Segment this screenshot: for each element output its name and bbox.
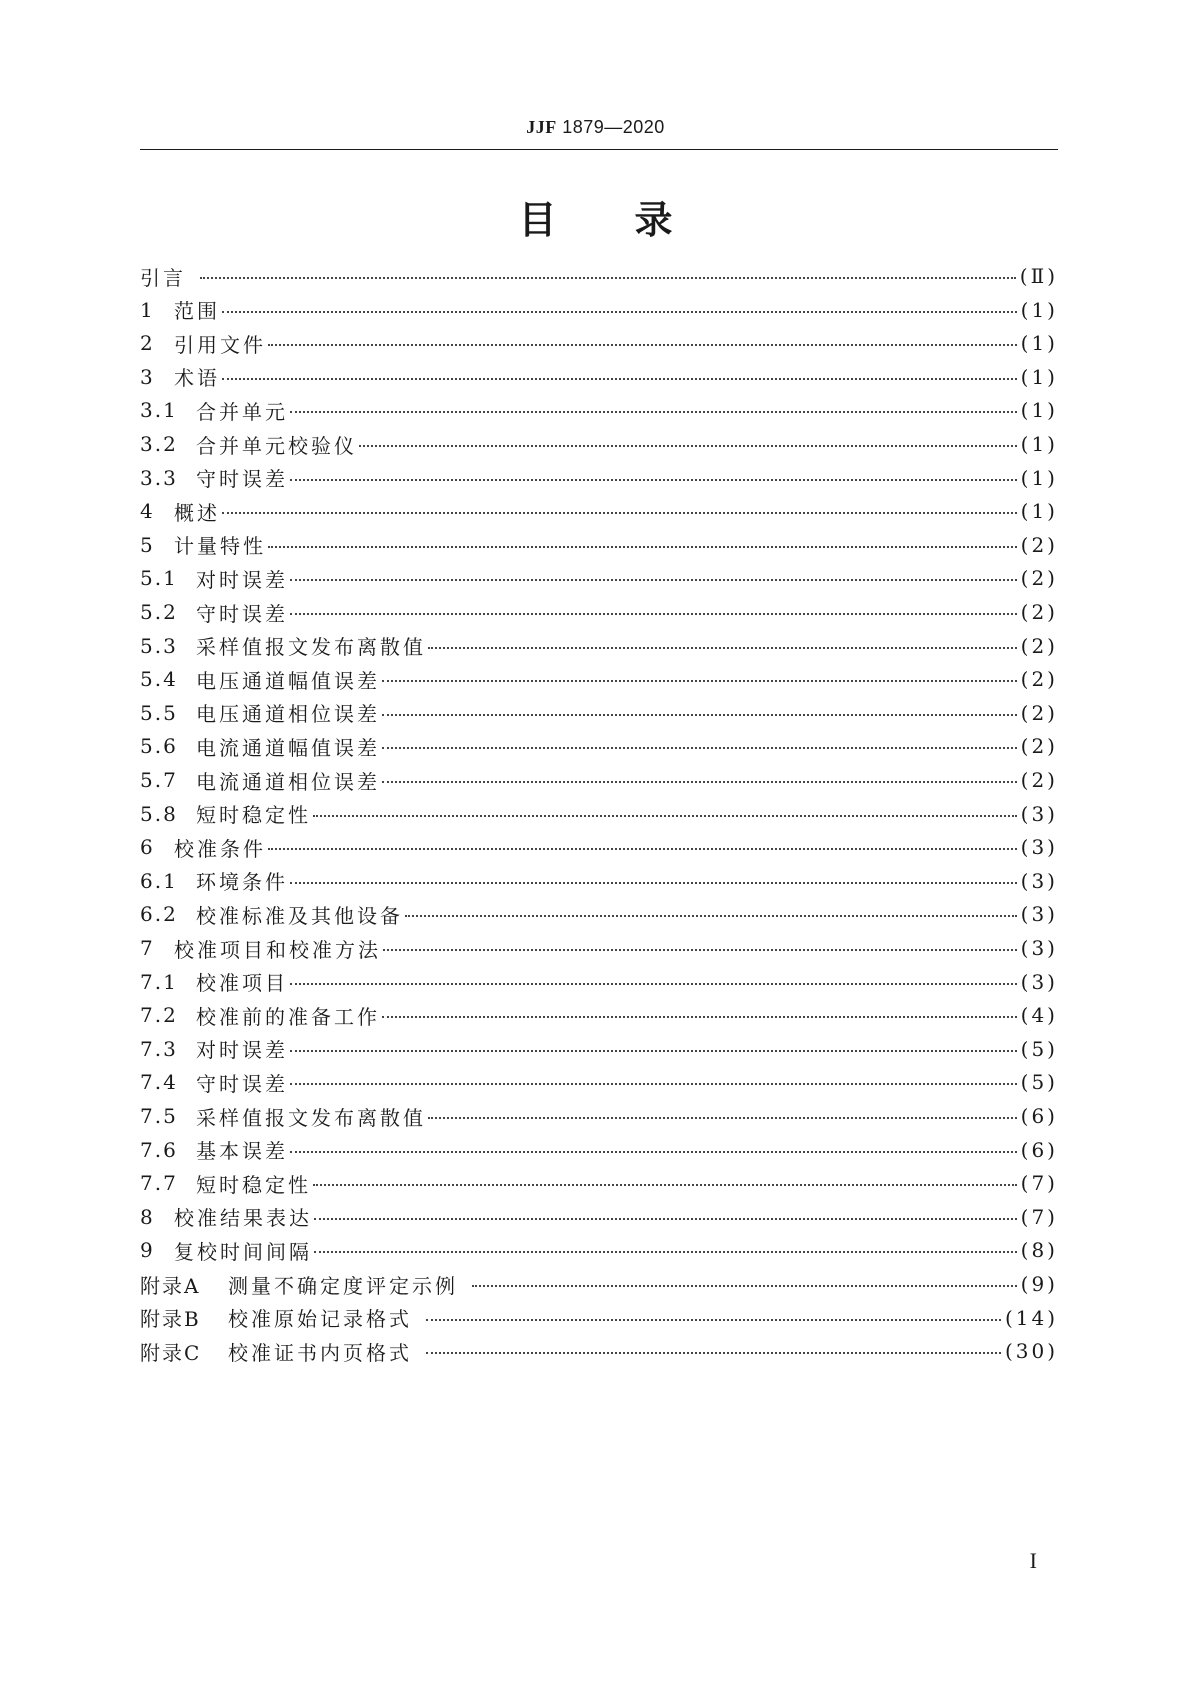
- toc-entry[interactable]: [140, 1266, 1058, 1302]
- toc-dot-leader: [428, 647, 1017, 649]
- toc-entry-label: 基本误差: [196, 1139, 288, 1164]
- toc-entry-label: 电流通道幅值误差: [196, 735, 380, 760]
- toc-entry-label: 计量特性: [174, 534, 266, 559]
- toc-entry-number: 7.3: [140, 1036, 178, 1061]
- toc-entry-number: 附录B: [140, 1307, 201, 1332]
- toc-entry-number: 3: [140, 364, 155, 389]
- toc-entry[interactable]: [140, 560, 1058, 596]
- toc-entry[interactable]: [140, 1031, 1058, 1067]
- toc-entry-label: 电压通道相位误差: [196, 702, 380, 727]
- toc-entry-page: (2): [1020, 734, 1058, 759]
- toc-entry[interactable]: [140, 863, 1058, 899]
- toc-entry-label: 校准前的准备工作: [196, 1004, 380, 1029]
- toc-entry-page: (8): [1020, 1238, 1058, 1263]
- toc-entry[interactable]: [140, 493, 1058, 529]
- toc-entry-page: (Ⅱ): [1019, 264, 1058, 288]
- toc-entry-page: (3): [1020, 868, 1058, 893]
- toc-entry-page: (1): [1020, 331, 1058, 356]
- toc-dot-leader: [290, 579, 1017, 581]
- toc-entry-number: 7.4: [140, 1070, 178, 1095]
- toc-dot-leader: [268, 344, 1017, 346]
- toc-dot-leader: [290, 1050, 1017, 1052]
- toc-dot-leader: [290, 411, 1017, 413]
- toc-entry-page: (2): [1020, 667, 1058, 692]
- toc-entry-page: (2): [1020, 700, 1058, 725]
- toc-entry-number: 7.2: [140, 1003, 178, 1028]
- toc-entry-label: 电流通道相位误差: [196, 769, 380, 794]
- toc-entry-label: 校准原始记录格式: [228, 1307, 412, 1332]
- toc-entry-label: 概述: [174, 500, 220, 525]
- toc-dot-leader: [405, 915, 1017, 917]
- toc-entry-number: 7.5: [140, 1104, 178, 1128]
- toc-entry[interactable]: [140, 359, 1058, 395]
- toc-entry-page: (1): [1020, 364, 1058, 389]
- toc-entry-label: 采样值报文发布离散值: [196, 1105, 426, 1130]
- toc-entry-page: (2): [1020, 633, 1058, 658]
- toc-dot-leader: [426, 1352, 1001, 1354]
- toc-entry-number: 7.7: [140, 1171, 178, 1196]
- toc-entry-number: 5.2: [140, 600, 178, 624]
- toc-entry-label: 环境条件: [196, 870, 288, 895]
- toc-entry[interactable]: [140, 695, 1058, 731]
- toc-entry-number: 5.4: [140, 667, 178, 692]
- toc-entry[interactable]: [140, 292, 1058, 328]
- toc-entry[interactable]: [140, 1232, 1058, 1268]
- toc-entry-page: (3): [1020, 801, 1058, 826]
- toc-entry[interactable]: [140, 392, 1058, 428]
- toc-entry-page: (6): [1020, 1137, 1058, 1162]
- toc-dot-leader: [382, 747, 1017, 749]
- toc-entry-number: 附录C: [140, 1340, 202, 1365]
- toc-entry[interactable]: [140, 460, 1058, 496]
- toc-title-char-1: 目: [518, 198, 557, 242]
- page-number: I: [1029, 1548, 1037, 1573]
- toc-entry-number: 5.6: [140, 734, 178, 759]
- toc-entry-number: 2: [140, 331, 155, 356]
- toc-entry-page: (3): [1020, 936, 1058, 960]
- toc-entry-page: (30): [1004, 1339, 1058, 1364]
- toc-dot-leader: [313, 1184, 1017, 1186]
- toc-entry-label: 术语: [174, 366, 220, 391]
- toc-entry[interactable]: [140, 728, 1058, 764]
- toc-entry-number: 6: [140, 835, 155, 860]
- toc-entry[interactable]: [140, 426, 1058, 462]
- toc-entry-number: 3.1: [140, 398, 178, 423]
- toc-entry[interactable]: [140, 1300, 1058, 1336]
- toc-entry-number: 5.5: [140, 700, 178, 725]
- toc-entry[interactable]: [140, 527, 1058, 563]
- toc-entry[interactable]: [140, 594, 1058, 630]
- toc-dot-leader: [314, 1218, 1017, 1220]
- toc-dot-leader: [290, 882, 1017, 884]
- toc-entry-label: 合并单元校验仪: [196, 433, 357, 458]
- toc-entry[interactable]: [140, 997, 1058, 1033]
- toc-entry-label: 守时误差: [196, 601, 288, 626]
- toc-entry-page: (1): [1020, 465, 1058, 490]
- toc-entry[interactable]: [140, 628, 1058, 664]
- toc-dot-leader: [383, 949, 1017, 951]
- toc-entry-page: (3): [1020, 902, 1058, 927]
- toc-dot-leader: [222, 512, 1017, 514]
- standard-code-prefix: JJF: [526, 117, 557, 137]
- toc-entry-number: 7.6: [140, 1137, 178, 1162]
- toc-dot-leader: [382, 1016, 1017, 1018]
- toc-dot-leader: [290, 1083, 1017, 1085]
- toc-dot-leader: [313, 815, 1017, 817]
- toc-dot-leader: [314, 1251, 1017, 1253]
- toc-entry-page: (2): [1020, 532, 1058, 557]
- toc-entry-page: (14): [1004, 1305, 1058, 1330]
- toc-dot-leader: [382, 781, 1017, 783]
- toc-entry-page: (4): [1020, 1003, 1058, 1028]
- toc-entry[interactable]: [140, 1165, 1058, 1201]
- standard-code-number: 1879—2020: [556, 117, 665, 137]
- toc-entry-label: 引言: [140, 265, 186, 290]
- toc-entry-page: (3): [1020, 835, 1058, 860]
- toc-entry-page: (1): [1020, 432, 1058, 456]
- toc-entry-number: 9: [140, 1238, 155, 1263]
- toc-entry-number: 3.2: [140, 432, 178, 456]
- toc-entry-label: 校准条件: [174, 836, 266, 861]
- toc-entry-label: 校准证书内页格式: [228, 1340, 412, 1365]
- toc-entry-label: 校准项目: [196, 971, 288, 996]
- toc-dot-leader: [200, 277, 1016, 279]
- toc-entry-number: 6.2: [140, 902, 178, 927]
- toc-entry-page: (7): [1020, 1204, 1058, 1229]
- toc-entry-label: 合并单元: [196, 399, 288, 424]
- toc-entry-page: (1): [1020, 398, 1058, 423]
- toc-dot-leader: [222, 378, 1017, 380]
- toc-entry[interactable]: [140, 1098, 1058, 1134]
- toc-entry-number: 8: [140, 1204, 155, 1229]
- toc-entry[interactable]: [140, 896, 1058, 932]
- toc-entry-label: 范围: [174, 299, 220, 324]
- toc-entry-label: 校准标准及其他设备: [196, 903, 403, 928]
- toc-entry-number: 6.1: [140, 868, 178, 893]
- toc-entry-number: 7.1: [140, 969, 178, 994]
- toc-entry-number: 5.3: [140, 633, 178, 658]
- toc-entry-page: (5): [1020, 1070, 1058, 1095]
- toc-dot-leader: [290, 983, 1017, 985]
- toc-entry-number: 3.3: [140, 465, 178, 490]
- toc-entry-label: 校准结果表达: [174, 1206, 312, 1231]
- toc-entry-page: (2): [1020, 600, 1058, 624]
- toc-entry[interactable]: [140, 1132, 1058, 1168]
- toc-dot-leader: [426, 1319, 1001, 1321]
- toc-entry-page: (1): [1020, 297, 1058, 322]
- toc-entry-page: (3): [1020, 969, 1058, 994]
- toc-entry-page: (7): [1020, 1171, 1058, 1196]
- toc-entry-label: 对时误差: [196, 567, 288, 592]
- toc-entry-label: 对时误差: [196, 1038, 288, 1063]
- toc-entry-number: 4: [140, 499, 155, 524]
- toc-entry-page: (6): [1020, 1104, 1058, 1128]
- toc-entry-label: 电压通道幅值误差: [196, 668, 380, 693]
- toc-entry-label: 短时稳定性: [196, 803, 311, 828]
- toc-dot-leader: [268, 546, 1017, 548]
- toc-dot-leader: [290, 1151, 1017, 1153]
- toc-entry[interactable]: [140, 1199, 1058, 1235]
- toc-entry-page: (1): [1020, 499, 1058, 524]
- toc-dot-leader: [382, 714, 1017, 716]
- toc-dot-leader: [290, 479, 1017, 481]
- toc-entry-number: 1: [140, 297, 155, 322]
- toc-title: [0, 196, 1191, 244]
- toc-entry-number: 7: [140, 936, 155, 960]
- toc-entry-label: 短时稳定性: [196, 1172, 311, 1197]
- toc-entry-number: 5.8: [140, 801, 178, 826]
- toc-entry-page: (2): [1020, 566, 1058, 591]
- toc-entry-number: 5.1: [140, 566, 178, 591]
- toc-entry-page: (2): [1020, 768, 1058, 792]
- toc-dot-leader: [428, 1117, 1017, 1119]
- toc-entry[interactable]: [140, 930, 1058, 966]
- toc-entry[interactable]: [140, 661, 1058, 697]
- toc-dot-leader: [268, 848, 1017, 850]
- toc-entry-label: 测量不确定度评定示例: [228, 1273, 458, 1298]
- toc-entry[interactable]: [140, 796, 1058, 832]
- toc-entry[interactable]: [140, 1333, 1058, 1369]
- toc-dot-leader: [222, 311, 1017, 313]
- toc-dot-leader: [472, 1285, 1017, 1287]
- toc-entry[interactable]: [140, 1064, 1058, 1100]
- toc-entry-label: 复校时间间隔: [174, 1239, 312, 1264]
- running-header: [0, 117, 1191, 138]
- toc-dot-leader: [359, 445, 1017, 447]
- toc-entry-label: 校准项目和校准方法: [174, 937, 381, 962]
- toc-entry-label: 守时误差: [196, 1071, 288, 1096]
- toc-entry[interactable]: [140, 325, 1058, 361]
- toc-entry[interactable]: [140, 829, 1058, 865]
- toc-entry-number: 5.7: [140, 768, 178, 792]
- toc-title-char-2: 录: [634, 198, 673, 242]
- toc-dot-leader: [290, 613, 1017, 615]
- toc-entry-label: 守时误差: [196, 467, 288, 492]
- toc-entry-label: 引用文件: [174, 332, 266, 357]
- toc-entry-label: 采样值报文发布离散值: [196, 635, 426, 660]
- toc-entry-number: 5: [140, 532, 155, 557]
- toc-entry-number: 附录A: [140, 1273, 201, 1298]
- toc-entry-page: (9): [1020, 1272, 1058, 1296]
- toc-dot-leader: [382, 680, 1017, 682]
- toc-entry[interactable]: [140, 258, 1058, 294]
- header-rule: [140, 149, 1058, 150]
- toc-entry[interactable]: [140, 762, 1058, 798]
- toc-entry[interactable]: [140, 964, 1058, 1000]
- toc-entry-page: (5): [1020, 1036, 1058, 1061]
